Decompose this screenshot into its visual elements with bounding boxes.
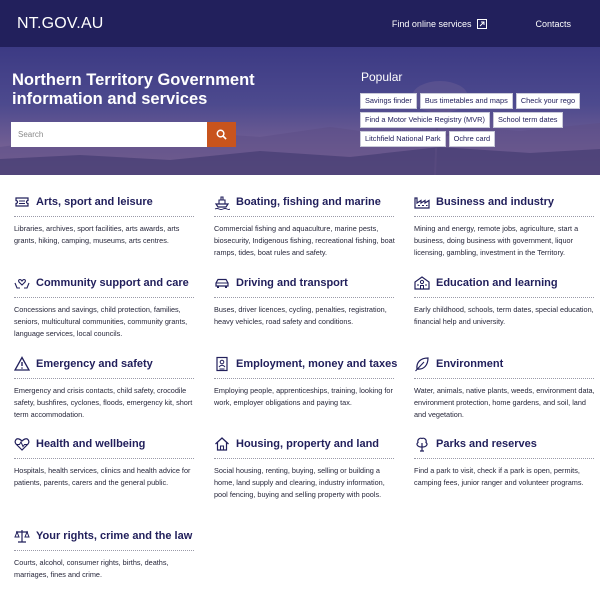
school-icon <box>414 275 430 291</box>
find-online-services-label: Find online services <box>391 18 472 29</box>
divider <box>214 378 394 379</box>
category-description: Social housing, renting, buying, selling or building a home, land supply and clearing, industry information, pool fencing, buying and selling property with pools. <box>214 466 385 500</box>
hero-banner <box>0 47 600 175</box>
search-bar <box>11 122 236 147</box>
category-description: Concessions and savings, child protection, families, seniors, multicultural communities, community grants, language services, local councils. <box>14 305 188 339</box>
category-title: Environment <box>436 358 504 370</box>
category-link[interactable] <box>414 193 596 211</box>
category-education <box>414 274 596 328</box>
search-input[interactable] <box>11 122 207 147</box>
popular-link-bus-timetables[interactable]: Bus timetables and maps <box>420 93 513 109</box>
popular-link-litchfield[interactable]: Litchfield National Park <box>360 131 446 147</box>
category-link[interactable] <box>14 355 196 373</box>
category-description: Hospitals, health services, clinics and health advice for patients, parents, carers and the general public. <box>14 466 191 488</box>
category-parks <box>414 435 596 489</box>
category-link[interactable] <box>414 355 596 373</box>
popular-links <box>360 93 596 147</box>
divider <box>414 458 594 459</box>
divider <box>214 216 394 217</box>
category-description: Emergency and crisis contacts, child safety, crocodile safety, bushfires, cyclones, floods, emergency kit, short term accommodation. <box>14 386 193 420</box>
category-title: Emergency and safety <box>36 358 153 370</box>
find-online-services-link[interactable] <box>392 19 488 29</box>
category-description: Water, animals, native plants, weeds, environment data, environment protection, home gardens, and soil, land and vegetation. <box>414 386 595 420</box>
category-housing <box>214 435 396 502</box>
category-link[interactable] <box>214 193 396 211</box>
category-title: Arts, sport and leisure <box>36 196 153 208</box>
category-description: Find a park to visit, check if a park is open, permits, camping fees, junior ranger and volunteer programs. <box>414 466 584 488</box>
category-description: Employing people, apprenticeships, training, looking for work, employer obligations and paying tax. <box>214 386 393 408</box>
house-icon <box>214 436 230 452</box>
category-title: Your rights, crime and the law <box>36 530 193 542</box>
external-link-icon <box>477 19 487 29</box>
divider <box>14 458 194 459</box>
contacts-link[interactable]: Contacts <box>535 18 571 29</box>
category-title: Employment, money and taxes <box>236 358 398 370</box>
category-business <box>414 193 596 260</box>
category-arts <box>14 193 196 247</box>
category-driving <box>214 274 396 328</box>
divider <box>414 216 594 217</box>
category-link[interactable] <box>14 274 196 292</box>
category-link[interactable] <box>414 274 596 292</box>
divider <box>214 458 394 459</box>
search-icon <box>216 129 227 140</box>
warning-icon <box>14 356 30 372</box>
category-description: Libraries, archives, sport facilities, arts awards, arts grants, hiking, camping, museums, arts centres. <box>14 224 180 246</box>
popular-link-find-mvr[interactable]: Find a Motor Vehicle Registry (MVR) <box>360 112 490 128</box>
category-link[interactable] <box>214 355 396 373</box>
category-description: Courts, alcohol, consumer rights, births, deaths, marriages, fines and crime. <box>14 558 169 580</box>
divider <box>14 297 194 298</box>
site-logo[interactable]: NT.GOV.AU <box>17 14 104 32</box>
leaf-icon <box>414 356 430 372</box>
category-description: Commercial fishing and aquaculture, marine pests, biosecurity, Indigenous fishing, recreational fishing, boat ramps, tides, boat rules and safety. <box>214 224 395 258</box>
popular-link-school-term-dates[interactable]: School term dates <box>493 112 563 128</box>
category-title: Boating, fishing and marine <box>236 196 381 208</box>
top-nav <box>392 0 571 47</box>
category-title: Driving and transport <box>236 277 348 289</box>
tree-icon <box>414 436 430 452</box>
popular-link-savings-finder[interactable]: Savings finder <box>360 93 417 109</box>
heartbeat-icon <box>14 436 30 452</box>
category-description: Early childhood, schools, term dates, special education, financial help and university. <box>414 305 594 327</box>
category-emergency <box>14 355 196 422</box>
popular-heading: Popular <box>361 70 403 84</box>
scales-icon <box>14 528 30 544</box>
top-bar <box>0 0 600 47</box>
category-link[interactable] <box>214 435 396 453</box>
category-title: Housing, property and land <box>236 438 380 450</box>
category-health <box>14 435 196 489</box>
divider <box>214 297 394 298</box>
popular-link-check-rego[interactable]: Check your rego <box>516 93 580 109</box>
category-rights-law <box>14 527 196 581</box>
category-title: Community support and care <box>36 277 189 289</box>
category-title: Health and wellbeing <box>36 438 146 450</box>
category-link[interactable] <box>214 274 396 292</box>
category-environment <box>414 355 596 422</box>
car-icon <box>214 275 230 291</box>
category-title: Parks and reserves <box>436 438 537 450</box>
category-title: Education and learning <box>436 277 558 289</box>
category-link[interactable] <box>414 435 596 453</box>
factory-icon <box>414 194 430 210</box>
category-description: Mining and energy, remote jobs, agriculture, start a business, doing business with government, liquor licensing, gambling, investment in the Territory. <box>414 224 579 258</box>
category-link[interactable] <box>14 527 196 545</box>
category-link[interactable] <box>14 193 196 211</box>
category-title: Business and industry <box>436 196 554 208</box>
category-community <box>14 274 196 341</box>
popular-link-ochre-card[interactable]: Ochre card <box>449 131 496 147</box>
hero-title: Northern Territory Government information and services <box>12 71 255 108</box>
id-badge-icon <box>214 356 230 372</box>
divider <box>14 216 194 217</box>
divider <box>414 378 594 379</box>
category-link[interactable] <box>14 435 196 453</box>
divider <box>14 378 194 379</box>
helping-hands-icon <box>14 275 30 291</box>
category-employment <box>214 355 396 409</box>
ticket-icon <box>14 194 30 210</box>
divider <box>14 550 194 551</box>
boat-icon <box>214 194 230 210</box>
search-button[interactable] <box>207 122 236 147</box>
category-boating <box>214 193 396 260</box>
category-description: Buses, driver licences, cycling, penalties, registration, heavy vehicles, road safety and conditions. <box>214 305 387 327</box>
divider <box>414 297 594 298</box>
